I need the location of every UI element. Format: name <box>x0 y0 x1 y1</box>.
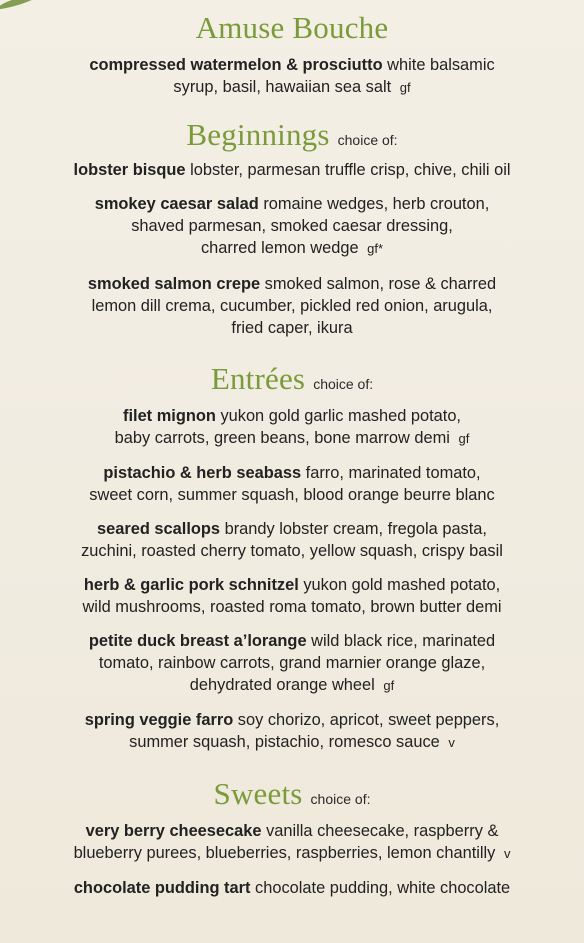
item-description: syrup, basil, hawaiian sea salt <box>173 78 392 96</box>
item-description: chocolate pudding, white chocolate <box>255 879 511 897</box>
item-description: vanilla cheesecake, raspberry & <box>266 822 499 840</box>
item-description: farro, marinated tomato, <box>305 464 481 482</box>
menu-item <box>0 518 584 562</box>
item-description: fried caper, ikura <box>231 319 353 337</box>
menu-item <box>0 159 584 181</box>
item-name: compressed watermelon & prosciutto <box>89 56 383 74</box>
item-description: charred lemon wedge <box>200 239 359 257</box>
item-description: tomato, rainbow carrots, grand marnier orange glaze, <box>98 654 486 672</box>
section-subtitle: choice of: <box>337 132 398 148</box>
section-title: Entrées <box>210 361 306 396</box>
menu-item <box>0 462 584 506</box>
dietary-tag: gf <box>399 80 411 95</box>
dietary-tag: v <box>503 846 511 861</box>
section-subtitle: choice of: <box>310 791 371 807</box>
item-name: seared scallops <box>97 520 221 538</box>
item-name: pistachio & herb seabass <box>103 464 302 482</box>
item-description: shaved parmesan, smoked caesar dressing, <box>131 217 453 235</box>
item-name: spring veggie farro <box>84 711 234 729</box>
dietary-tag: gf* <box>367 241 384 256</box>
item-name: smoked salmon crepe <box>87 275 261 293</box>
dietary-tag: gf <box>458 431 470 446</box>
item-description: romaine wedges, herb crouton, <box>263 195 490 213</box>
menu-item <box>0 574 584 618</box>
section-title: Amuse Bouche <box>195 10 389 45</box>
item-name: herb & garlic pork schnitzel <box>83 576 299 594</box>
item-description: zuchini, roasted cherry tomato, yellow squash, crispy basil <box>81 542 503 560</box>
item-description: summer squash, pistachio, romesco sauce <box>129 733 440 751</box>
item-description: smoked salmon, rose & charred <box>264 275 497 293</box>
section-title: Sweets <box>213 776 303 811</box>
menu-item <box>0 405 584 450</box>
dietary-tag: gf <box>383 678 395 693</box>
item-name: chocolate pudding tart <box>73 879 251 897</box>
item-name: petite duck breast a’lorange <box>88 632 307 650</box>
item-description: sweet corn, summer squash, blood orange beurre blanc <box>89 486 495 504</box>
item-description: yukon gold mashed potato, <box>303 576 501 594</box>
menu-content <box>0 10 584 899</box>
item-description: soy chorizo, apricot, sweet peppers, <box>237 711 500 729</box>
menu-item <box>0 273 584 339</box>
entrees-heading <box>0 361 584 397</box>
beginnings-heading <box>0 117 584 153</box>
menu-item <box>0 630 584 697</box>
item-description: lemon dill crema, cucumber, pickled red onion, arugula, <box>91 297 493 315</box>
section-title: Beginnings <box>186 117 330 152</box>
menu-item <box>0 54 584 99</box>
item-description: dehydrated orange wheel <box>189 676 375 694</box>
dietary-tag: v <box>448 735 455 750</box>
item-description: wild black rice, marinated <box>311 632 496 650</box>
item-description: brandy lobster cream, fregola pasta, <box>224 520 487 538</box>
item-name: very berry cheesecake <box>85 822 262 840</box>
item-description: white balsamic <box>387 56 495 74</box>
item-description: baby carrots, green beans, bone marrow demi <box>114 429 450 447</box>
sweets-heading <box>0 776 584 812</box>
menu-item <box>0 193 584 260</box>
item-name: filet mignon <box>123 407 216 425</box>
item-name: smokey caesar salad <box>94 195 259 213</box>
item-description: yukon gold garlic mashed potato, <box>220 407 461 425</box>
section-subtitle: choice of: <box>313 376 374 392</box>
amuse-heading <box>0 10 584 46</box>
item-description: blueberry purees, blueberries, raspberries, lemon chantilly <box>73 844 496 862</box>
item-description: wild mushrooms, roasted roma tomato, brown butter demi <box>82 598 502 616</box>
item-description: lobster, parmesan truffle crisp, chive, chili oil <box>190 161 511 179</box>
menu-item <box>0 709 584 754</box>
item-name: lobster bisque <box>73 161 186 179</box>
menu-item <box>0 820 584 865</box>
menu-item <box>0 877 584 899</box>
